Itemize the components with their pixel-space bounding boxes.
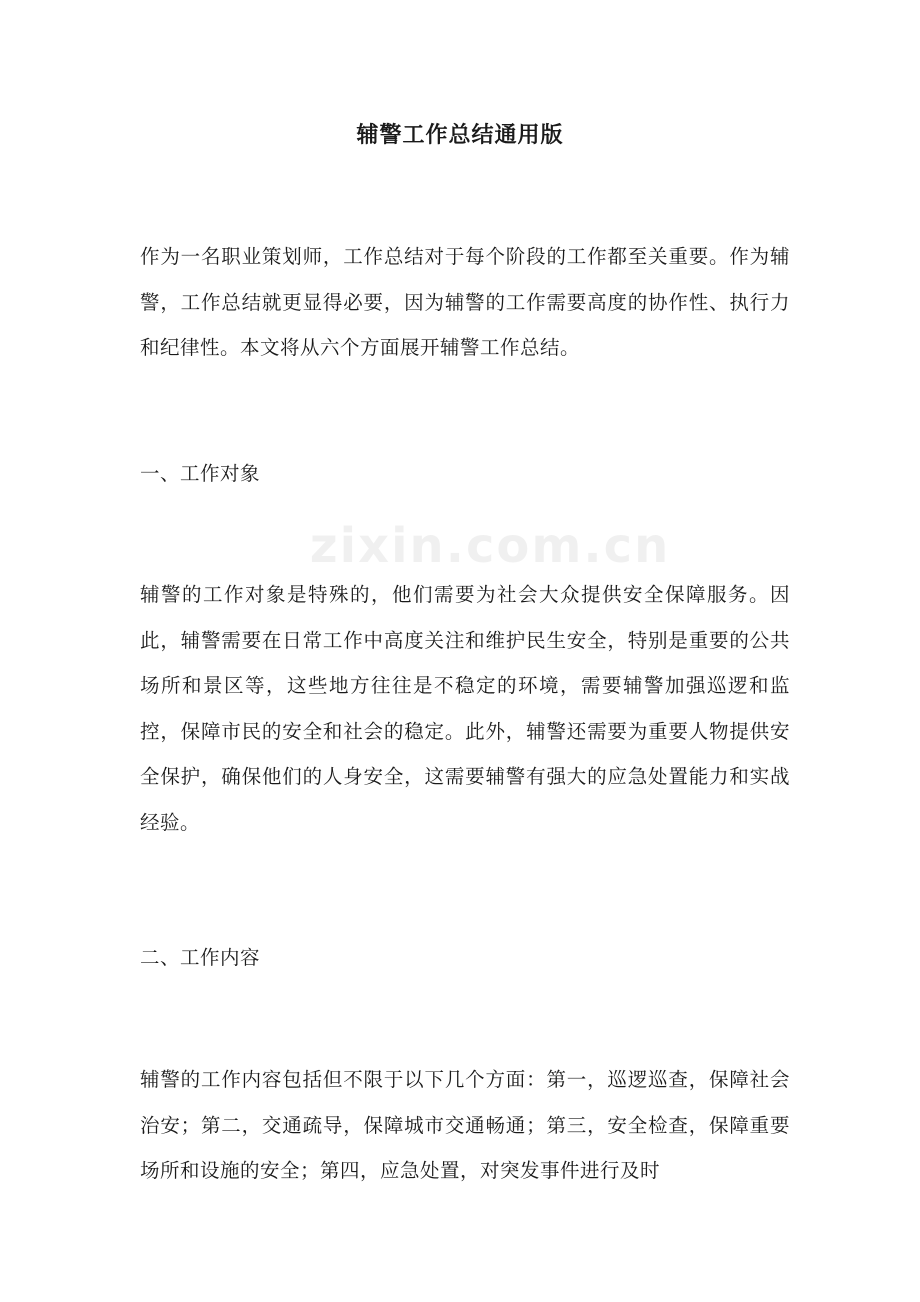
section-paragraph-1: 辅警的工作对象是特殊的，他们需要为社会大众提供安全保障服务。因此，辅警需要在日常工作中高度关注和维护民生安全，特别是重要的公共场所和景区等，这些地方往往是不稳定的环境，需要辅警加强巡逻和监控，保障市民的安全和社会的稳定。此外，辅警还需要为重要人物提供安全保护，确保他们的人身安全，这需要辅警有强大的应急处置能力和实战经验。 xyxy=(140,583,790,834)
section-heading-2: 二、工作内容 xyxy=(140,946,261,969)
section-heading-1: 一、工作对象 xyxy=(140,462,261,485)
watermark-logo: zixin.com.cn xyxy=(309,518,671,574)
document-title: 辅警工作总结通用版 xyxy=(356,123,564,148)
intro-paragraph: 作为一名职业策划师，工作总结对于每个阶段的工作都至关重要。作为辅警，工作总结就更显得必要，因为辅警的工作需要高度的协作性、执行力和纪律性。本文将从六个方面展开辅警工作总结。 xyxy=(140,245,790,359)
section-paragraph-2: 辅警的工作内容包括但不限于以下几个方面：第一，巡逻巡查，保障社会治安；第二，交通疏导，保障城市交通畅通；第三，安全检查，保障重要场所和设施的安全；第四，应急处置，对突发事件进行及时 xyxy=(140,1068,790,1182)
